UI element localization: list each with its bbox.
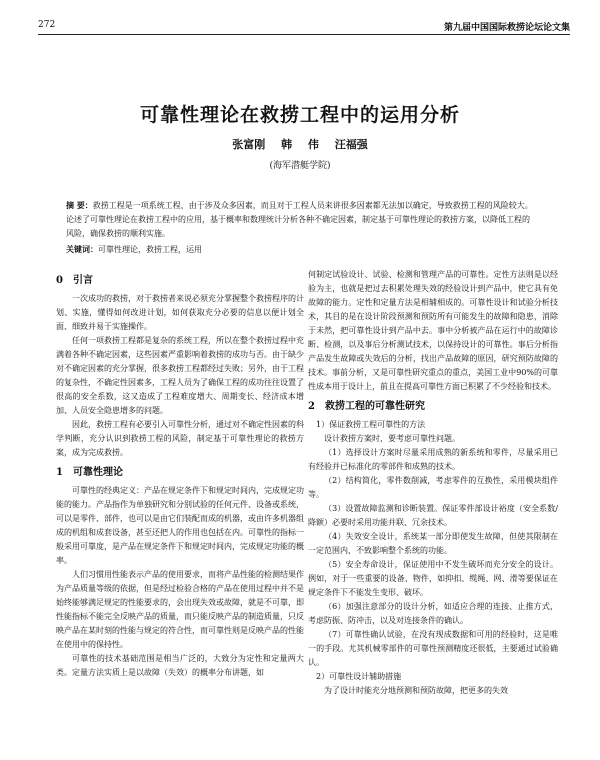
running-header — [38, 18, 570, 35]
paragraph: 可靠性的经典定义：产品在规定条件下和规定时间内，完成规定功能的能力。产品指作为单独研究和分别试验的任何元件、设备或系统，可以是零件、部件，也可以是由它们装配而成的机器，或由许多机器组成的机组和成套设备，甚至还把人的作用也包括在内。可靠性的指标一般采用可靠度，是产品在规定条件下和规定时间内，完成规定功能的概率。 — [56, 486, 304, 565]
abstract-label: 摘 要： — [66, 200, 93, 210]
right-column — [308, 268, 558, 698]
author: 韩 伟 — [281, 138, 319, 151]
section-heading: 1 可靠性理论 — [56, 467, 123, 478]
list-item: （3）设置故障监测和诊断装置。保证零件部设计裕度（安全系数/降额）必要时采用功能并联、冗余技术。 — [308, 504, 558, 527]
author: 张富刚 — [232, 138, 266, 151]
paragraph: 任何一项救捞工程都是复杂的系统工程，所以在整个救捞过程中充满着各种不确定因素，这些因素严重影响着救捞的成功与否。由于缺少对不确定因素的充分掌握，很多救捞工程都经过失败；另外，由于工程的复杂性，不确定性因素多，工程人员为了确保工程的成功往往设置了很高的安全系数，这又造成了工程难度增大、周期变长、经济成本增加、人员安全隐患增多的问题。 — [56, 336, 304, 415]
page-number: 272 — [38, 20, 56, 30]
subheading: 1）保证救捞工程可靠性的方法 — [316, 420, 426, 429]
author: 汪福强 — [334, 138, 368, 151]
list-item: （6）加强注意部分的设计分析，如适应合理的连接、止推方式，考虑防振、防冲击，以及对连接条件的确认。 — [308, 602, 558, 625]
paragraph: 因此，救捞工程有必要引入可靠性分析，通过对不确定性因素的科学判断，充分认识到救捞工程的风险，制定基于可靠性理论的救捞方案，成为完成救捞。 — [56, 420, 304, 457]
subheading: 2）可靠性设计辅助措施 — [316, 672, 402, 681]
abstract-block — [66, 198, 534, 257]
keywords-text: 可靠性理论，救捞工程，运用 — [98, 245, 202, 254]
keywords-label: 关键词： — [66, 244, 98, 254]
paragraph: 人们习惯用性能表示产品的使用要求，而将产品性能的检测结果作为产品质量等级的依据，但是经过检验合格的产品在使用过程中并不是始终能够满足规定的性能要求的，会出现失效或故障，就是不可靠，即性能指标不能完全反映产品的质量，而只能反映产品的制造质量，只反映产品在某时刻的性能与规定的符合性，而可靠性则是反映产品的性能在使用中的保持性。 — [56, 570, 304, 649]
paragraph: 设计救捞方案时，要考虑可靠性问题。 — [324, 434, 460, 443]
section-heading: 2 救捞工程的可靠性研究 — [308, 401, 425, 412]
running-title: 第九届中国国际救捞论坛论文集 — [443, 23, 570, 33]
abstract-text: 救捞工程是一项系统工程，由于涉及众多因素，而且对于工程人员来讲很多因素都无法加以确定，导致救捞工程的风险较大。论述了可靠性理论在救捞工程中的应用，基于概率和数理统计分析各种不确定因素，制定基于可靠性理论的救捞方案，以降低工程的风险，确保救捞的顺利实施。 — [66, 201, 533, 238]
paragraph: 为了设计时能充分地预测和预防故障，把更多的失效 — [324, 686, 508, 695]
list-item: （5）安全寿命设计，保证使用中不发生破坏而充分安全的设计。例如，对于一些重要的设备、物件，如抑扣、缆绳、网、滑等要保证在规定条件下不能发生变形、破坏。 — [308, 560, 558, 597]
abstract — [66, 198, 534, 241]
paragraph: 可靠性的技术基础范围是相当广泛的，大致分为定性和定量两大类。定量方法实质上是以故障（失效）的概率分布讲题，如 — [56, 654, 304, 677]
author-list — [0, 136, 600, 152]
keywords — [66, 242, 534, 257]
list-item: （4）失效安全设计，系统某一部分即使发生故障，但使其限制在一定范围内，不致影响整个系统的功能。 — [308, 532, 558, 555]
left-column — [56, 268, 304, 680]
list-item: （2）结构简化，零件数削减，考虑零件的互换性，采用模块组件等。 — [308, 476, 558, 499]
section-heading: 0 引言 — [56, 275, 93, 286]
paragraph: 何制定试验设计、试验、检测和管理产品的可靠性。定性方法则是以经验为主，也就是把过去积累处理失效的经验设计到产品中，使它具有免故障的能力。定性和定量方法是相辅相成的。可靠性设计和试验分析技术，其目的是在设计阶段预测和预防所有可能发生的故障和隐患，消除于未然，把可靠性设计到产品中去。事中分析被产品在运行中的故障诊断、检测，以及事后分析测试技术，以保持设计的可靠性。事后分析指产品发生故障或失效后的分析，找出产品故障的原因，研究预防故障的技术。事前分析，又是可靠性研究重点的重点，美国工业中90%的可靠性成本用于设计上，前且在提高可靠性方面已积累了不少经验和技术。 — [308, 270, 558, 391]
paragraph: 一次成功的救捞，对于救捞者来说必须充分掌握整个救捞程序的计划、实施，懂得如何改进计划，如何获取充分必要的信息以便计划全面、细致并易于实施操作。 — [56, 294, 304, 331]
paper-title: 可靠性理论在救捞工程中的运用分析 — [139, 104, 460, 126]
affiliation: (海军潜艇学院) — [269, 161, 331, 171]
list-item: （7）可靠性确认试验，在没有现成数据和可用的经验时，这是唯一的手段。尤其机械零部件的可靠性预测精度还很低，主要通过试验确认。 — [308, 630, 558, 667]
list-item: （1）选择设计方案时尽量采用成熟的新系统和零件，尽量采用已有经验并已标准化的零部件和成熟的技术。 — [308, 448, 558, 471]
